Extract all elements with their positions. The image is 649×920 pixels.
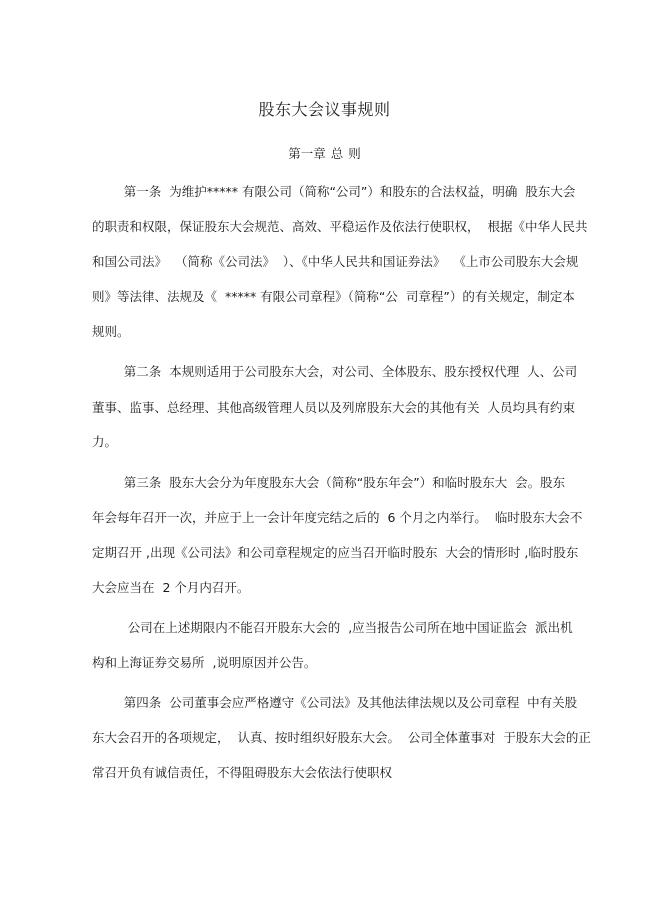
article-1-line-4: 则》等法律、法规及《 ***** 有限公司章程》（简称“公 司章程”）的有关规定，制定本: [92, 289, 575, 304]
chapter-heading: [0, 146, 649, 162]
article-2-line-2: 董事、监事、总经理、其他高级管理人员以及列席股东大会的其他有关 人员均具有约束: [92, 400, 575, 415]
article-3-line-1: 第三条 股东大会分为年度股东大会（简称“股东年会”）和临时股东大 会。股东: [92, 475, 566, 490]
article-2-line-3: 力。: [92, 434, 118, 449]
article-1-line-3: 和国公司法》 （简称《公司法》 ）、《中华人民共和国证券法》 《上市公司股东大会规: [92, 254, 579, 269]
article-3-supplement-line-2: 构和上海证券交易所 ,说明原因并公告。: [92, 655, 317, 670]
chapter-word-2: 则: [348, 146, 361, 161]
article-4-line-3: 常召开负有诚信责任，不得阻碍股东大会依法行使职权: [92, 765, 393, 780]
chapter-word-1: 总: [330, 146, 344, 161]
article-4-line-1: 第四条 公司董事会应严格遵守《公司法》及其他法律法规以及公司章程 中有关股: [92, 695, 578, 710]
article-1-line-2: 的职责和权限，保证股东大会规范、高效、平稳运作及依法行使职权， 根据《中华人民共: [92, 219, 588, 234]
article-1-line-5: 规则。: [92, 324, 130, 339]
document-title: 股东大会议事规则: [258, 100, 391, 119]
article-1-line-1: 第一条 为维护***** 有限公司（简称“公司”）和股东的合法权益，明确 股东大会: [92, 184, 576, 199]
article-3-supplement-line-1: 公司在上述期限内不能召开股东大会的 ,应当报告公司所在地中国证监会 派出机: [92, 620, 573, 635]
chapter-number: 第一章: [288, 146, 326, 161]
article-3-line-2: 年会每年召开一次，并应于上一会计年度完结之后的 6 个月之内举行。 临时股东大会不: [92, 510, 583, 525]
article-3-line-4: 大会应当在 2 个月内召开。: [92, 580, 250, 595]
article-4-line-2: 东大会召开的各项规定， 认真、按时组织好股东大会。 公司全体董事对 于股东大会的正: [92, 730, 591, 745]
article-2-line-1: 第二条 本规则适用于公司股东大会，对公司、全体股东、股东授权代理 人、公司: [92, 364, 578, 379]
article-3-line-3: 定期召开 ,出现《公司法》和公司章程规定的应当召开临时股东 大会的情形时 ,临时股东: [92, 545, 579, 560]
